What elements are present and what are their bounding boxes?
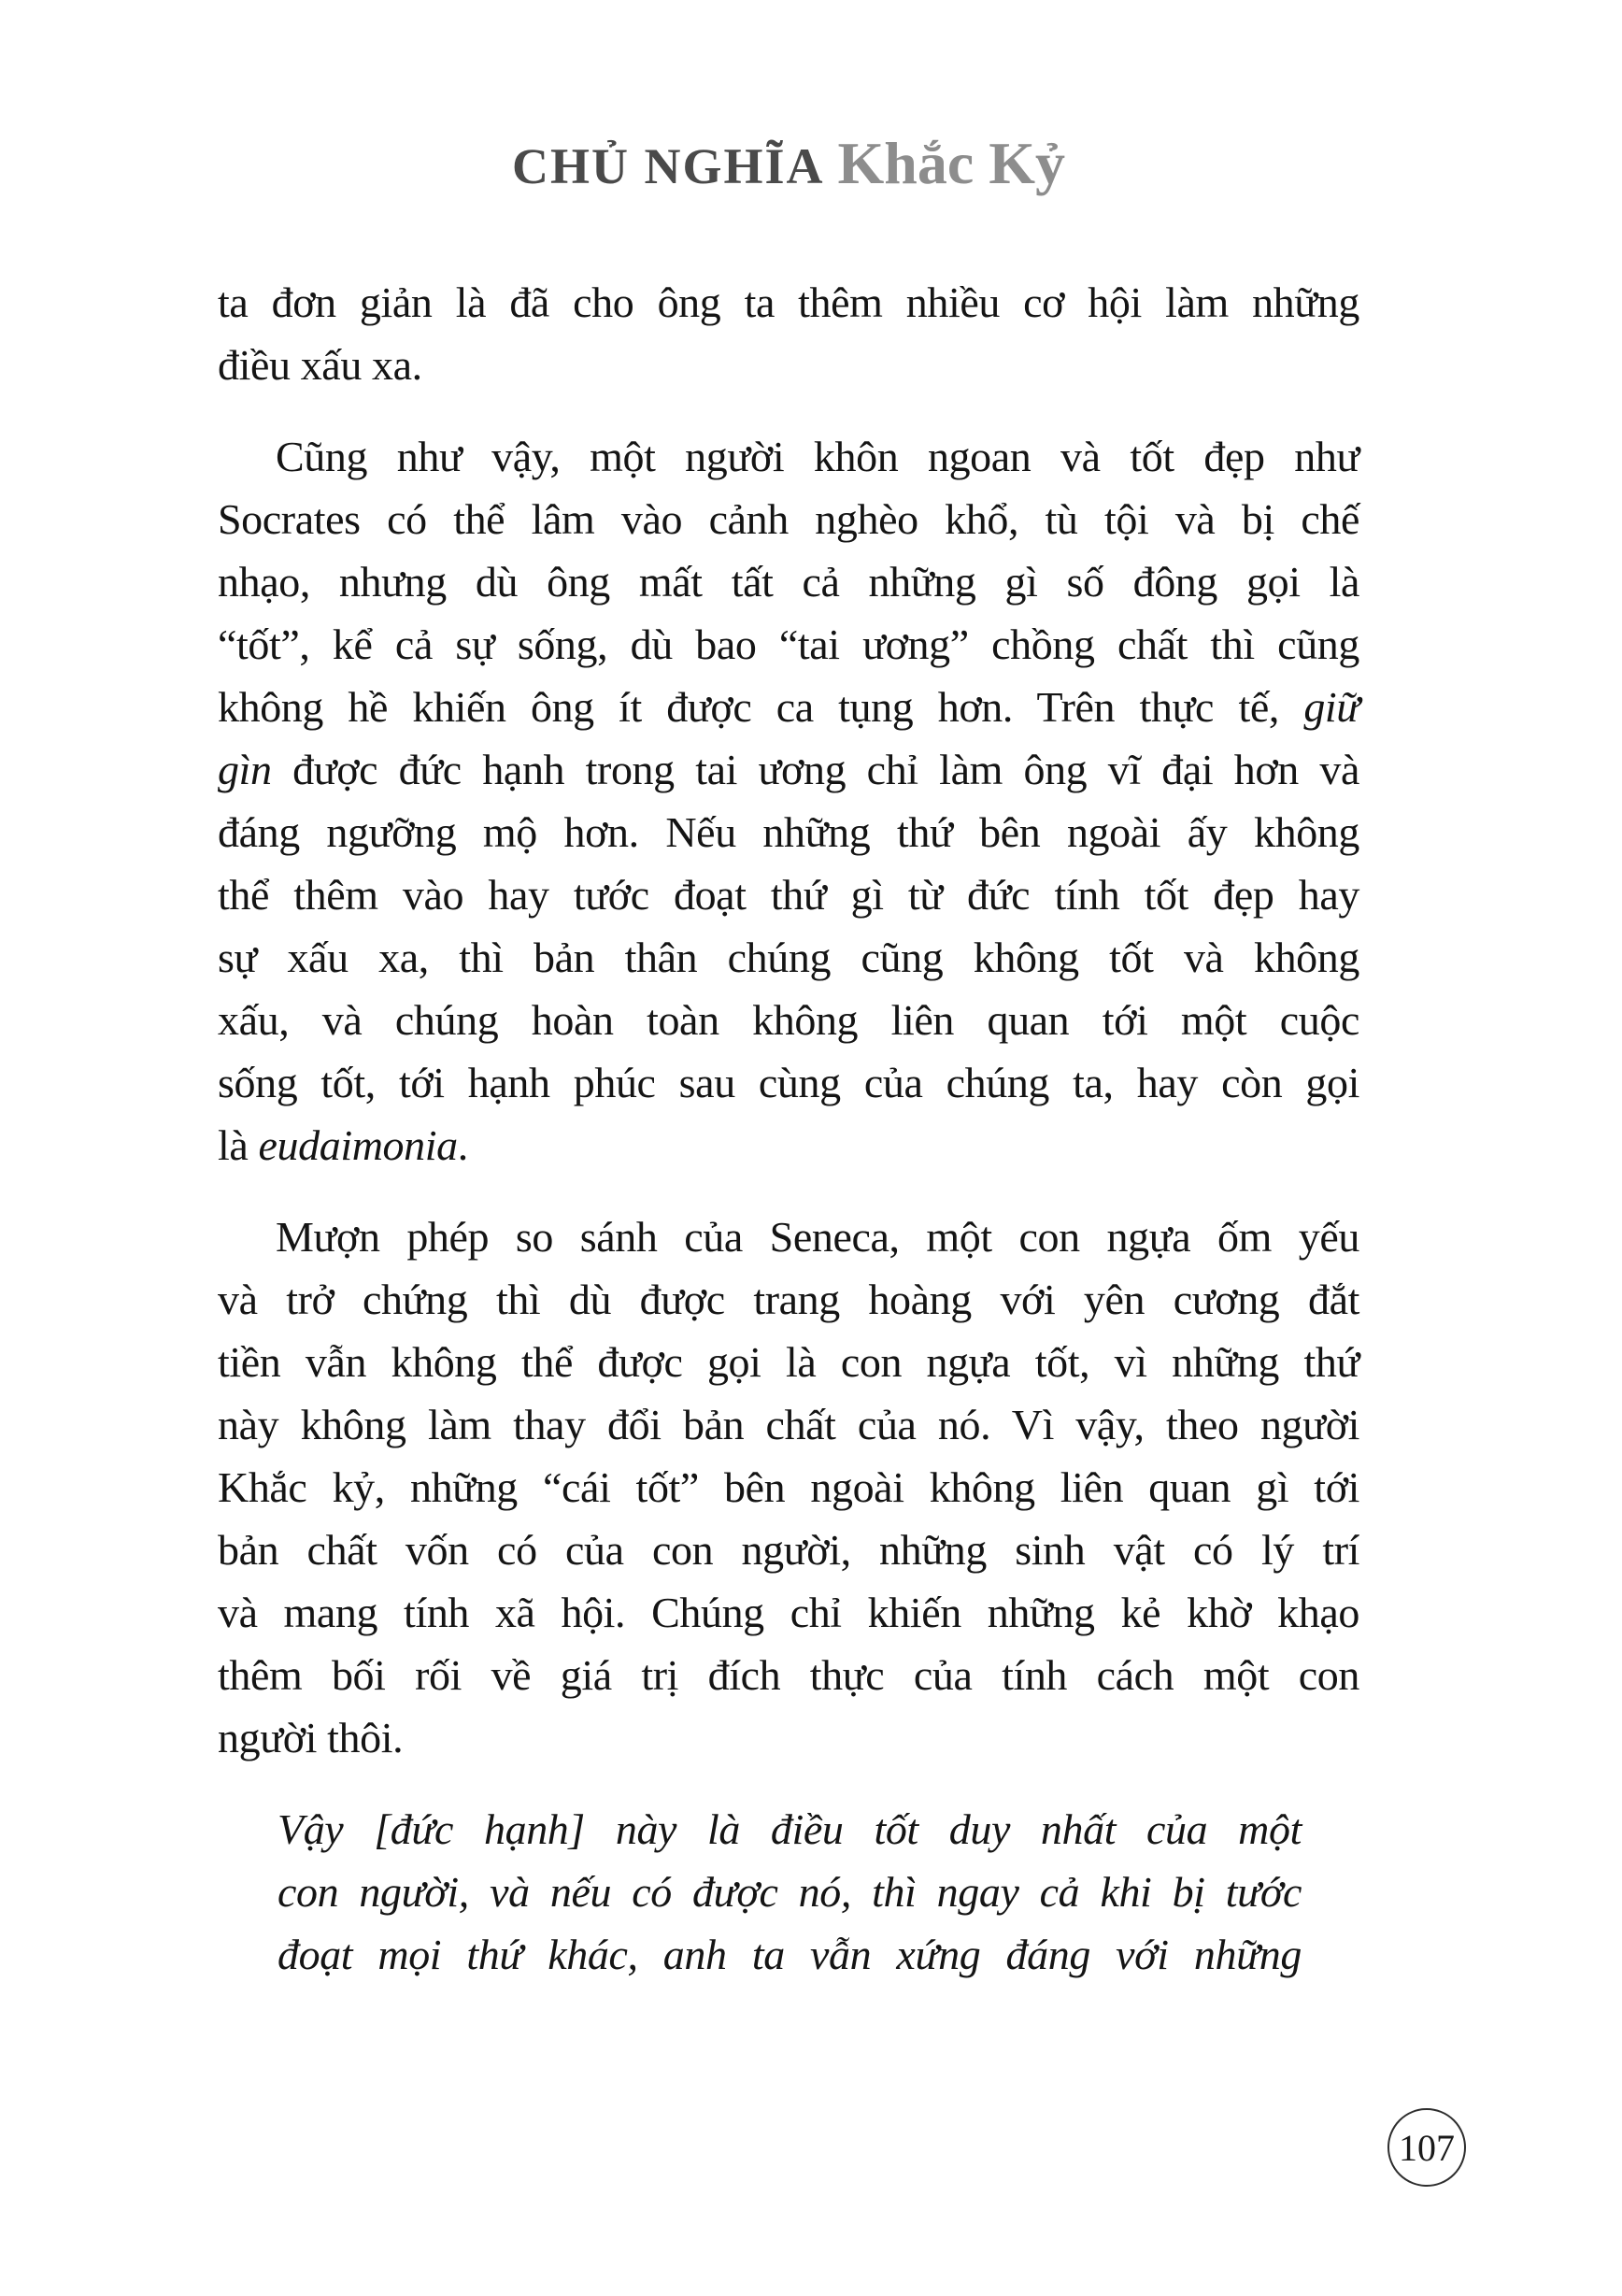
body-paragraph: [218, 1205, 1359, 1769]
running-head: [218, 129, 1359, 198]
text-line: xấu, và chúng hoàn toàn không liên quan tới một cuộc: [218, 996, 1359, 1044]
body-paragraph: [218, 271, 1359, 396]
text-line: điều xấu xa.: [218, 341, 422, 389]
text-line: thể thêm vào hay tước đoạt thứ gì từ đức tính tốt đẹp hay: [218, 871, 1359, 919]
text-line: Cũng như vậy, một người khôn ngoan và tốt đẹp như: [276, 433, 1359, 480]
page-number-badge: [1387, 2108, 1466, 2187]
text-line: này không làm thay đổi bản chất của nó. Vì vậy, theo người: [218, 1401, 1359, 1448]
text-line: thêm bối rối về giá trị đích thực của tính cách một con: [218, 1651, 1359, 1699]
text-line: đáng ngưỡng mộ hơn. Nếu những thứ bên ngoài ấy không: [218, 808, 1359, 856]
text-line: nhạo, nhưng dù ông mất tất cả những gì số đông gọi là: [218, 558, 1359, 606]
body-paragraph: [218, 425, 1359, 1177]
text-line: là eudaimonia.: [218, 1121, 468, 1169]
text-line: ta đơn giản là đã cho ông ta thêm nhiều cơ hội làm những: [218, 278, 1359, 326]
text-line: Khắc kỷ, những “cái tốt” bên ngoài không liên quan gì tới: [218, 1463, 1359, 1511]
text-line: sống tốt, tới hạnh phúc sau cùng của chúng ta, hay còn gọi: [218, 1059, 1359, 1106]
text-line: và mang tính xã hội. Chúng chỉ khiến những kẻ khờ khạo: [218, 1589, 1359, 1636]
text-line: và trở chứng thì dù được trang hoàng với yên cương đắt: [218, 1276, 1359, 1323]
text-line: Mượn phép so sánh của Seneca, một con ngựa ốm yếu: [276, 1213, 1359, 1261]
text-line: bản chất vốn có của con người, những sinh vật có lý trí: [218, 1526, 1359, 1574]
block-quote: [277, 1798, 1302, 1986]
text-line: con người, và nếu có được nó, thì ngay cả khi bị tước: [277, 1868, 1302, 1916]
text-line: sự xấu xa, thì bản thân chúng cũng không tốt và không: [218, 934, 1359, 981]
text-line: đoạt mọi thứ khác, anh ta vẫn xứng đáng với những: [277, 1931, 1302, 1978]
text-line: người thôi.: [218, 1714, 404, 1761]
running-head-title: CHỦ NGHĨA: [511, 138, 825, 194]
text-line: không hề khiến ông ít được ca tụng hơn. Trên thực tế, giữ: [218, 683, 1359, 731]
page-body: [218, 271, 1359, 1986]
text-line: tiền vẫn không thể được gọi là con ngựa tốt, vì những thứ: [218, 1338, 1359, 1386]
text-line: gìn được đức hạnh trong tai ương chỉ làm ông vĩ đại hơn và: [218, 746, 1359, 793]
text-line: “tốt”, kể cả sự sống, dù bao “tai ương” chồng chất thì cũng: [218, 620, 1359, 668]
page-number: 107: [1399, 2126, 1455, 2169]
running-head-title-accent: Khắc Kỷ: [837, 130, 1066, 196]
text-line: Socrates có thể lâm vào cảnh nghèo khổ, tù tội và bị chế: [218, 495, 1359, 543]
text-line: Vậy [đức hạnh] này là điều tốt duy nhất của một: [277, 1805, 1302, 1853]
